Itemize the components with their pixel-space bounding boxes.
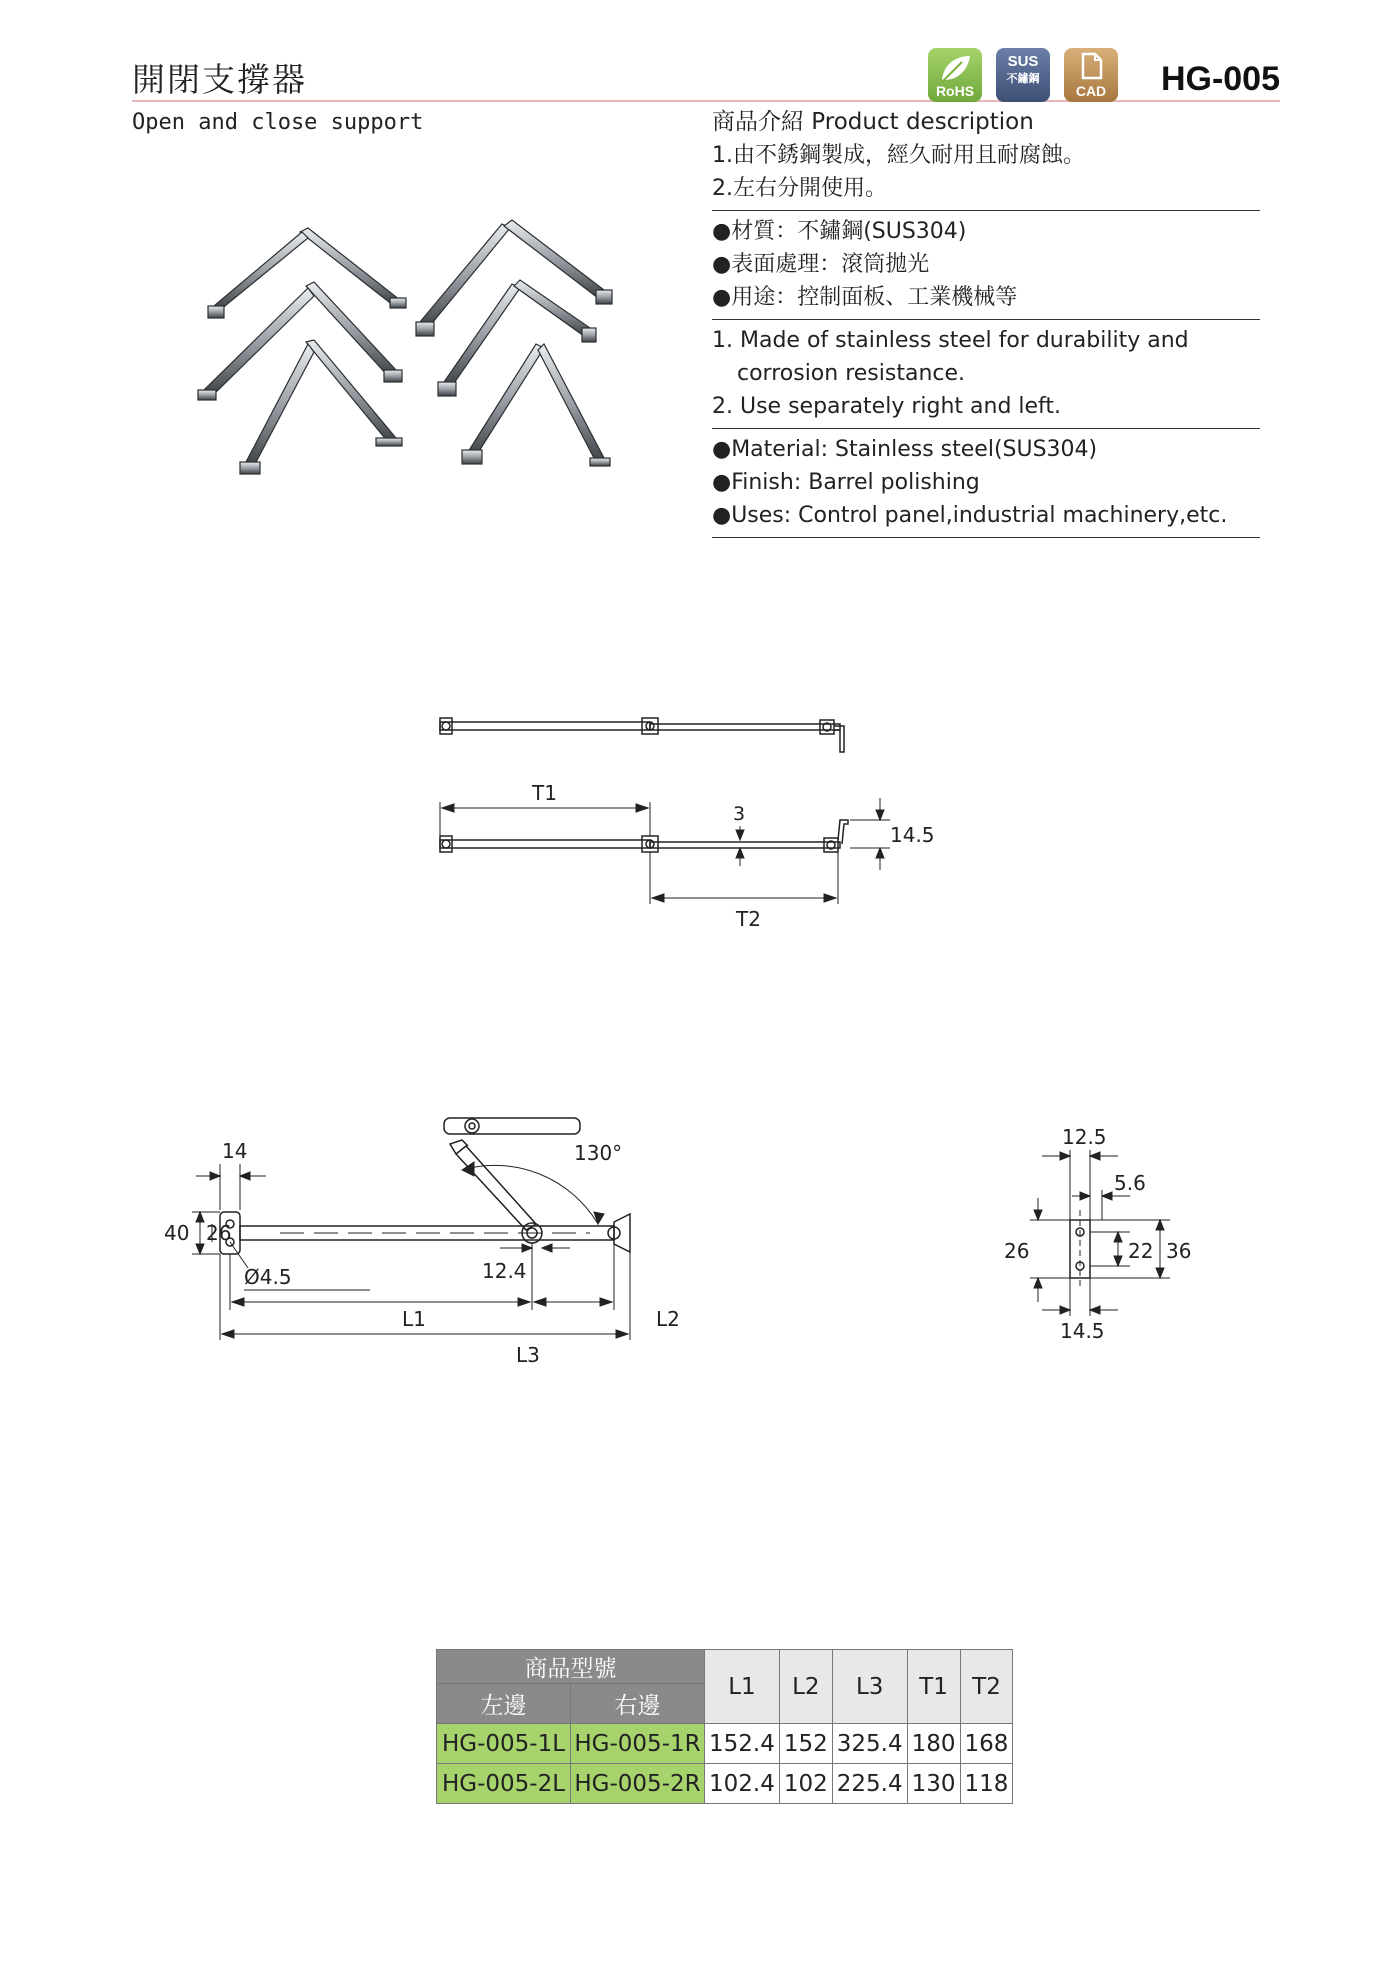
dim-t2-label: T2 xyxy=(736,907,761,931)
product-description xyxy=(712,106,1260,538)
en-point: corrosion resistance. xyxy=(737,361,966,386)
model-right: HG-005-2R xyxy=(571,1764,705,1804)
leaf-icon xyxy=(928,48,982,88)
dimension-t2 xyxy=(650,852,838,904)
en-point: 1. Made of stainless steel for durability and xyxy=(712,328,1189,353)
description-en-points xyxy=(712,320,1260,429)
cn-spec: ●表面處理：滾筒拋光 xyxy=(712,252,930,277)
dim-diameter-label: Ø4.5 xyxy=(244,1265,292,1289)
technical-drawing-side xyxy=(990,1120,1230,1360)
dim-26-label: 26 xyxy=(1004,1239,1030,1263)
cn-point: 1.由不銹鋼製成，經久耐用且耐腐蝕。 xyxy=(712,143,1085,168)
dim-14-5-label: 14.5 xyxy=(890,823,935,847)
cn-spec: ●用途：控制面板、工業機械等 xyxy=(712,285,1018,310)
value-l1: 102.4 xyxy=(705,1764,780,1804)
table-header-row xyxy=(437,1650,1013,1684)
dimension-t1 xyxy=(440,802,650,836)
angle-arc xyxy=(462,1162,604,1224)
page-header xyxy=(132,48,1280,102)
model-right: HG-005-1R xyxy=(571,1724,705,1764)
dim-l1-label: L1 xyxy=(402,1307,426,1331)
col-header-l2: L2 xyxy=(779,1650,832,1724)
certification-badges xyxy=(928,48,1118,102)
en-point: 2. Use separately right and left. xyxy=(712,394,1062,419)
model-left: HG-005-2L xyxy=(437,1764,571,1804)
model-header: 商品型號 xyxy=(437,1650,705,1684)
dim-36-label: 36 xyxy=(1166,1239,1192,1263)
col-header-t1: T1 xyxy=(907,1650,960,1724)
description-cn-specs xyxy=(712,211,1260,320)
spec-table xyxy=(436,1649,1013,1804)
col-header-t2: T2 xyxy=(960,1650,1013,1724)
stay-right-top xyxy=(416,220,612,336)
value-l3: 225.4 xyxy=(832,1764,907,1804)
col-header-l1: L1 xyxy=(705,1650,780,1724)
en-spec: ●Material: Stainless steel(SUS304) xyxy=(712,437,1098,462)
right-header: 右邊 xyxy=(571,1684,705,1724)
stay-left-top xyxy=(208,228,406,318)
dimension-12-5 xyxy=(1042,1150,1118,1220)
stay-right-bottom xyxy=(462,344,610,466)
dim-14-label: 14 xyxy=(222,1139,248,1163)
value-t2: 168 xyxy=(960,1724,1013,1764)
description-en-specs xyxy=(712,429,1260,538)
model-left: HG-005-1L xyxy=(437,1724,571,1764)
page-title: 開閉支撐器 xyxy=(132,60,307,99)
en-spec: ●Uses: Control panel,industrial machinery,etc. xyxy=(712,503,1228,528)
description-heading: 商品介紹 Product description xyxy=(712,109,1034,135)
en-spec: ●Finish: Barrel polishing xyxy=(712,470,980,495)
col-header-l3: L3 xyxy=(832,1650,907,1724)
document-icon xyxy=(1064,48,1118,88)
technical-drawing-top xyxy=(420,690,1040,950)
left-header: 左邊 xyxy=(437,1684,571,1724)
dim-12-4-label: 12.4 xyxy=(482,1259,527,1283)
dim-14-5-label: 14.5 xyxy=(1060,1319,1105,1343)
value-l3: 325.4 xyxy=(832,1724,907,1764)
dim-3-label: 3 xyxy=(733,803,746,825)
cn-spec: ●材質：不鏽鋼(SUS304) xyxy=(712,219,967,244)
dim-t1-label: T1 xyxy=(532,781,557,805)
stay-extended-view xyxy=(440,820,848,852)
dim-12-5-label: 12.5 xyxy=(1062,1125,1107,1149)
dimension-14 xyxy=(196,1164,266,1210)
value-t2: 118 xyxy=(960,1764,1013,1804)
stay-side-view xyxy=(220,1118,630,1254)
dim-22-label: 22 xyxy=(1128,1239,1154,1263)
value-l2: 152 xyxy=(779,1724,832,1764)
dimension-3 xyxy=(736,826,744,866)
value-l2: 102 xyxy=(779,1764,832,1804)
model-number: HG-005 xyxy=(1160,60,1280,98)
technical-drawing-bottom xyxy=(150,1100,830,1380)
dimension-14-5 xyxy=(850,798,890,870)
description-cn-points xyxy=(712,106,1260,211)
rohs-icon: RoHS xyxy=(928,48,982,102)
page-subtitle: Open and close support xyxy=(132,110,424,135)
sus-icon: SUS 不鏽鋼 xyxy=(996,48,1050,102)
stay-folded-view xyxy=(440,718,844,752)
dim-l3-label: L3 xyxy=(516,1343,540,1367)
product-photos xyxy=(190,210,650,500)
cn-point: 2.左右分開使用。 xyxy=(712,176,887,201)
dimension-26 xyxy=(1030,1198,1070,1302)
table-row xyxy=(437,1724,1013,1764)
angle-label: 130° xyxy=(574,1141,623,1165)
dim-26-label: 26 xyxy=(206,1221,232,1245)
value-t1: 180 xyxy=(907,1724,960,1764)
value-t1: 130 xyxy=(907,1764,960,1804)
value-l1: 152.4 xyxy=(705,1724,780,1764)
dim-5-6-label: 5.6 xyxy=(1114,1171,1146,1195)
dim-40-label: 40 xyxy=(164,1221,190,1245)
cad-icon: CAD xyxy=(1064,48,1118,102)
dim-l2-label: L2 xyxy=(656,1307,680,1331)
table-row xyxy=(437,1764,1013,1804)
dimension-12-4 xyxy=(500,1244,570,1252)
